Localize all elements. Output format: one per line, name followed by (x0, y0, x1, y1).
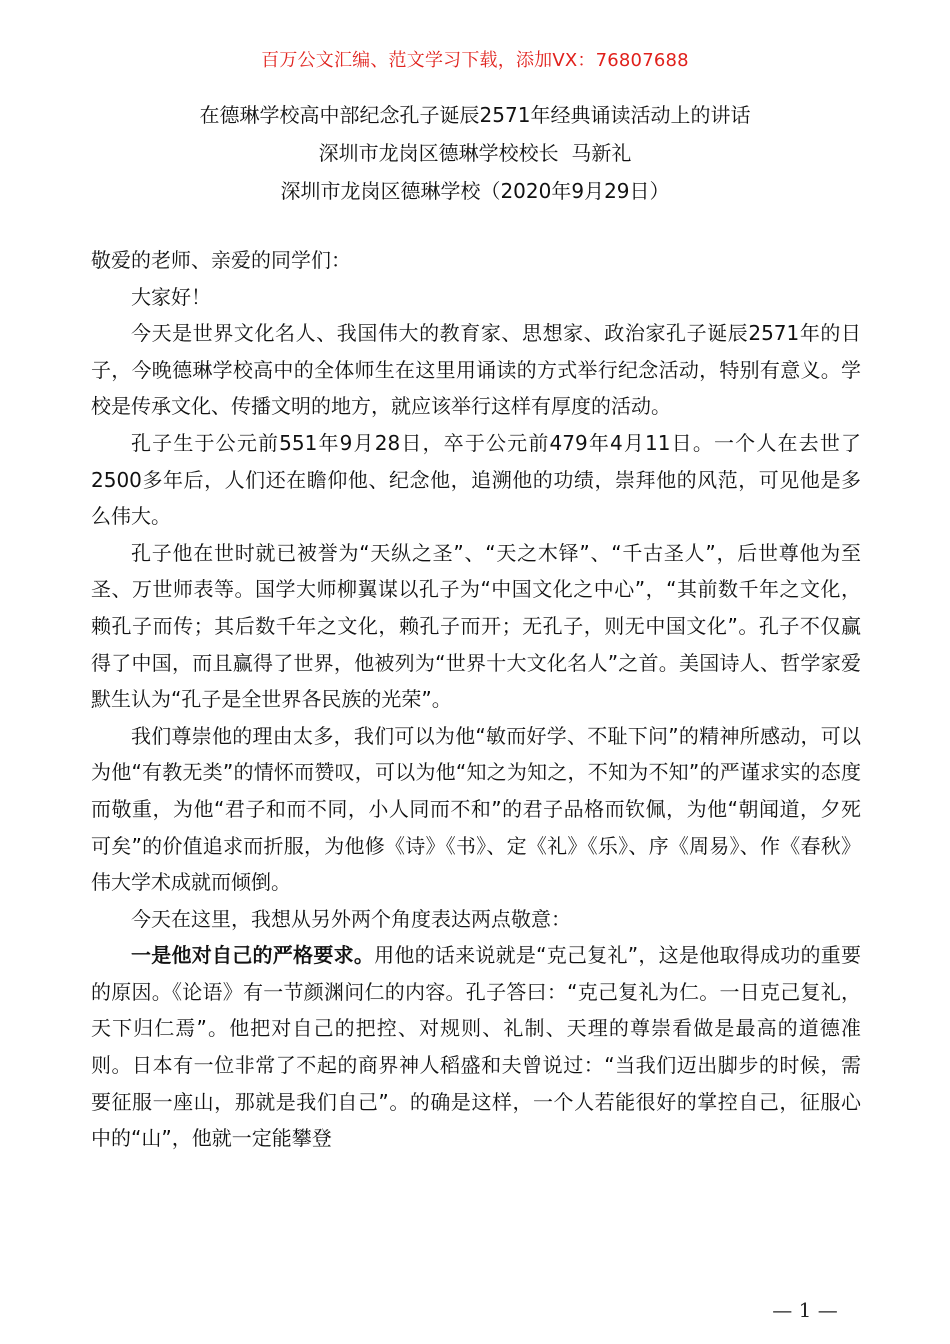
paragraph-4: 我们尊崇他的理由太多，我们可以为他“敏而好学、不耻下问”的精神所感动，可以为他“有教无类”的情怀而赞叹，可以为他“知之为知之，不知为不知”的严谨求实的态度而敬重，为他“君子和而不同，小人同而不和”的君子品格而钦佩，为他“朝闻道，夕死可矣”的价值追求而折服，为他修《诗》《书》、定《礼》《乐》、序《周易》、作《春秋》伟大学术成就而倾倒。 (91, 723, 861, 895)
paragraph-5: 今天在这里，我想从另外两个角度表达两点敬意： (131, 906, 571, 931)
point-one-lead: 一是他对自己的严格要求。 (131, 943, 375, 968)
title-block (0, 96, 950, 210)
speaker-line: 深圳市龙岗区德琳学校校长 马新礼 (318, 141, 632, 165)
page-number: — 1 — (772, 1298, 838, 1322)
paragraph-2: 孔子生于公元前551年9月28日，卒于公元前479年4月11日。一个人在去世了2500多年后，人们还在瞻仰他、纪念他，追溯他的功绩，崇拜他的风范，可见他是多么伟大。 (91, 430, 861, 529)
venue-date-line: 深圳市龙岗区德琳学校（2020年9月29日） (280, 179, 670, 203)
point-one-text: 用他的话来说就是“克己复礼”，这是他取得成功的重要的原因。《论语》有一节颜渊问仁的内容。孔子答曰：“克己复礼为仁。一日克己复礼，天下归仁焉”。他把对自己的把控、对规则、礼制、天理的尊崇看做是最高的道德准则。日本有一位非常了不起的商界神人稻盛和夫曾说过：“当我们迈出脚步的时候，需要征服一座山，那就是我们自己”。的确是这样，一个人若能很好的掌控自己，征服心中的“山”，他就一定能攀登 (91, 943, 861, 1151)
speech-body (91, 242, 861, 1157)
salutation: 敬爱的老师、亲爱的同学们： (91, 248, 351, 272)
greeting: 大家好！ (131, 284, 211, 309)
paragraph-point-one (91, 937, 861, 1157)
speech-title: 在德琳学校高中部纪念孔子诞辰2571年经典诵读活动上的讲话 (199, 103, 751, 127)
ad-header: 百万公文汇编、范文学习下载，添加VX：76807688 (261, 50, 689, 71)
paragraph-3: 孔子他在世时就已被誉为“天纵之圣”、“天之木铎”、“千古圣人”，后世尊他为至圣、万世师表等。国学大师柳翼谋以孔子为“中国文化之中心”，“其前数千年之文化，赖孔子而传；其后数千年之文化，赖孔子而开；无孔子，则无中国文化”。孔子不仅赢得了中国，而且赢得了世界，他被列为“世界十大文化名人”之首。美国诗人、哲学家爱默生认为“孔子是全世界各民族的光荣”。 (91, 540, 861, 712)
paragraph-1: 今天是世界文化名人、我国伟大的教育家、思想家、政治家孔子诞辰2571年的日子，今晚德琳学校高中的全体师生在这里用诵读的方式举行纪念活动，特别有意义。学校是传承文化、传播文明的地方，就应该举行这样有厚度的活动。 (91, 321, 861, 419)
